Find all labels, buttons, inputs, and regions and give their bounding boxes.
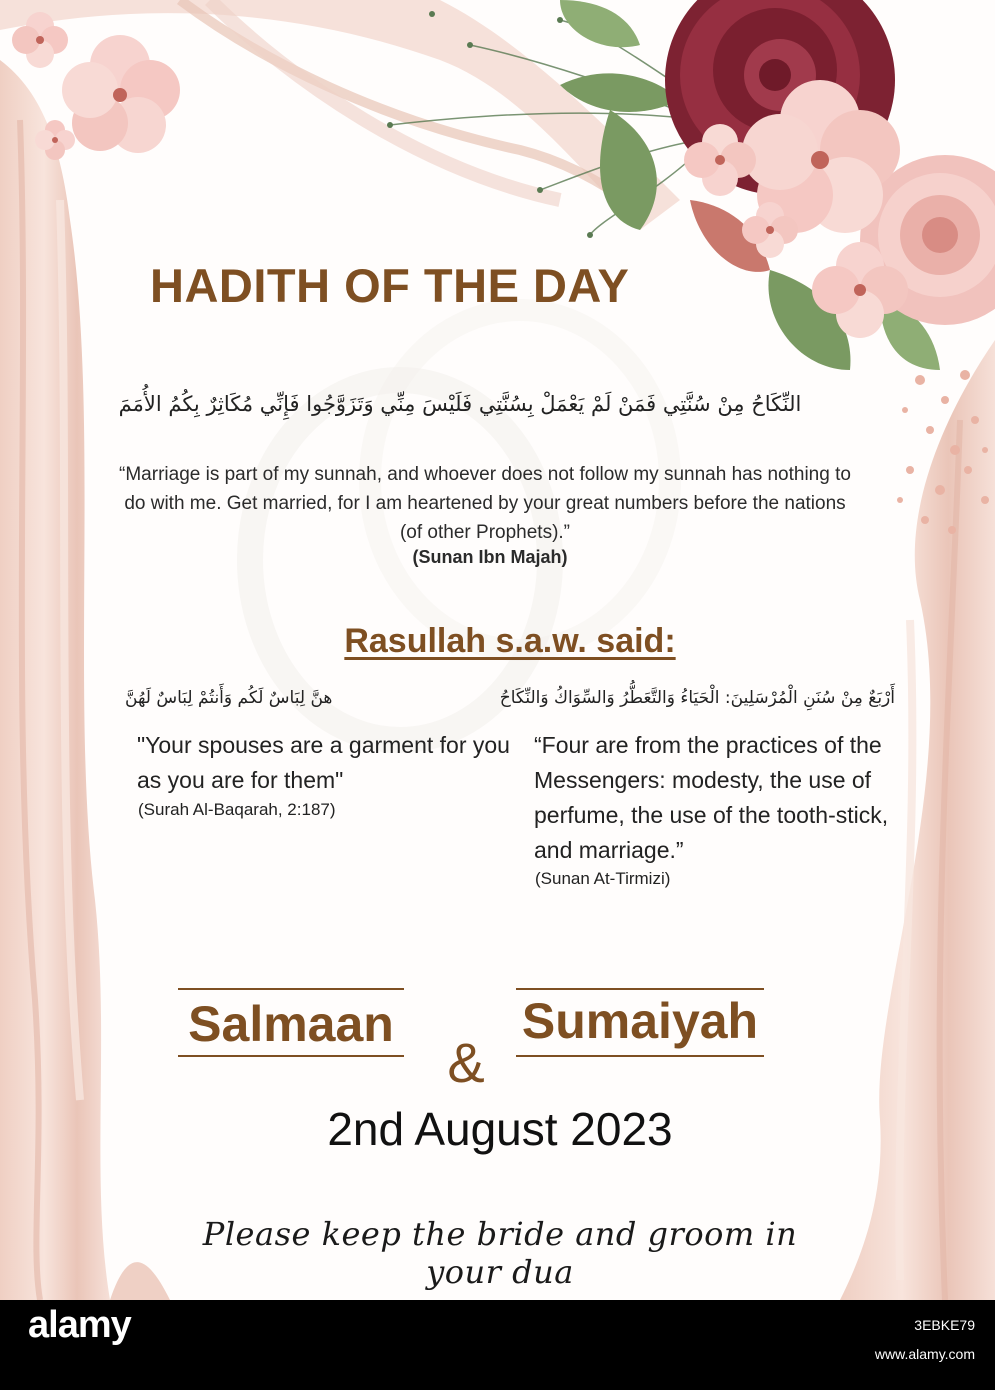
right-quote-source: (Sunan At-Tirmizi) [535,869,671,888]
groom-name-top-rule [178,988,404,990]
closing-dua-note: Please keep the bride and groom in your dua [202,1215,798,1291]
hadith-english-translation: “Marriage is part of my sunnah, and whoever does not follow my sunnah has nothing to do with me. Get married, for I am heartened by your great numbers before the nations (of other Prophets).” [119,464,851,543]
hadith-arabic-text: النِّكَاحُ مِنْ سُنَّتِي فَمَنْ لَمْ يَعْمَلْ بِسُنَّتِي فَلَيْسَ مِنِّي وَتَزَوَّجُوا فَإِنِّي مُكَاثِرٌ بِكُمُ الأُمَمَ [118,392,802,416]
wedding-date: 2nd August 2023 [327,1103,673,1155]
bride-name: Sumaiyah [521,993,759,1049]
top-left-flowers [12,12,180,160]
left-quote-source: (Surah Al-Baqarah, 2:187) [138,800,336,819]
right-quote-english: “Four are from the practices of the Messengers: modesty, the use of perfume, the use of the tooth-stick, and marriage.” [534,732,889,863]
image-id-label: 3EBKE79 [914,1317,975,1333]
right-quote-arabic: أَرْبَعٌ مِنْ سُنَنِ الْمُرْسَلِينَ: الْحَيَاءُ وَالتَّعَطُّرُ وَالسِّوَاكُ وَالنِّكَاحُ [499,688,895,708]
watermark-url: www.alamy.com [874,1346,975,1362]
page-title: HADITH OF THE DAY [150,259,630,312]
left-curtain [0,60,110,1300]
bride-name-top-rule [516,988,764,990]
left-quote-arabic: هنَّ لِبَاسٌ لَكُم وَأَنتُمْ لِبَاسٌ لَهُنَّ [125,688,333,708]
groom-name: Salmaan [188,996,394,1052]
groom-name-bottom-rule [178,1055,404,1057]
left-quote-english: "Your spouses are a garment for you as you are for them" [137,732,510,793]
ampersand: & [447,1031,485,1094]
bride-name-bottom-rule [516,1055,764,1057]
watermark-bar [0,1300,995,1390]
section-subheading: Rasullah s.a.w. said: [344,622,676,660]
hadith-source: (Sunan Ibn Majah) [412,547,568,567]
watermark-logo: alamy [28,1304,131,1346]
